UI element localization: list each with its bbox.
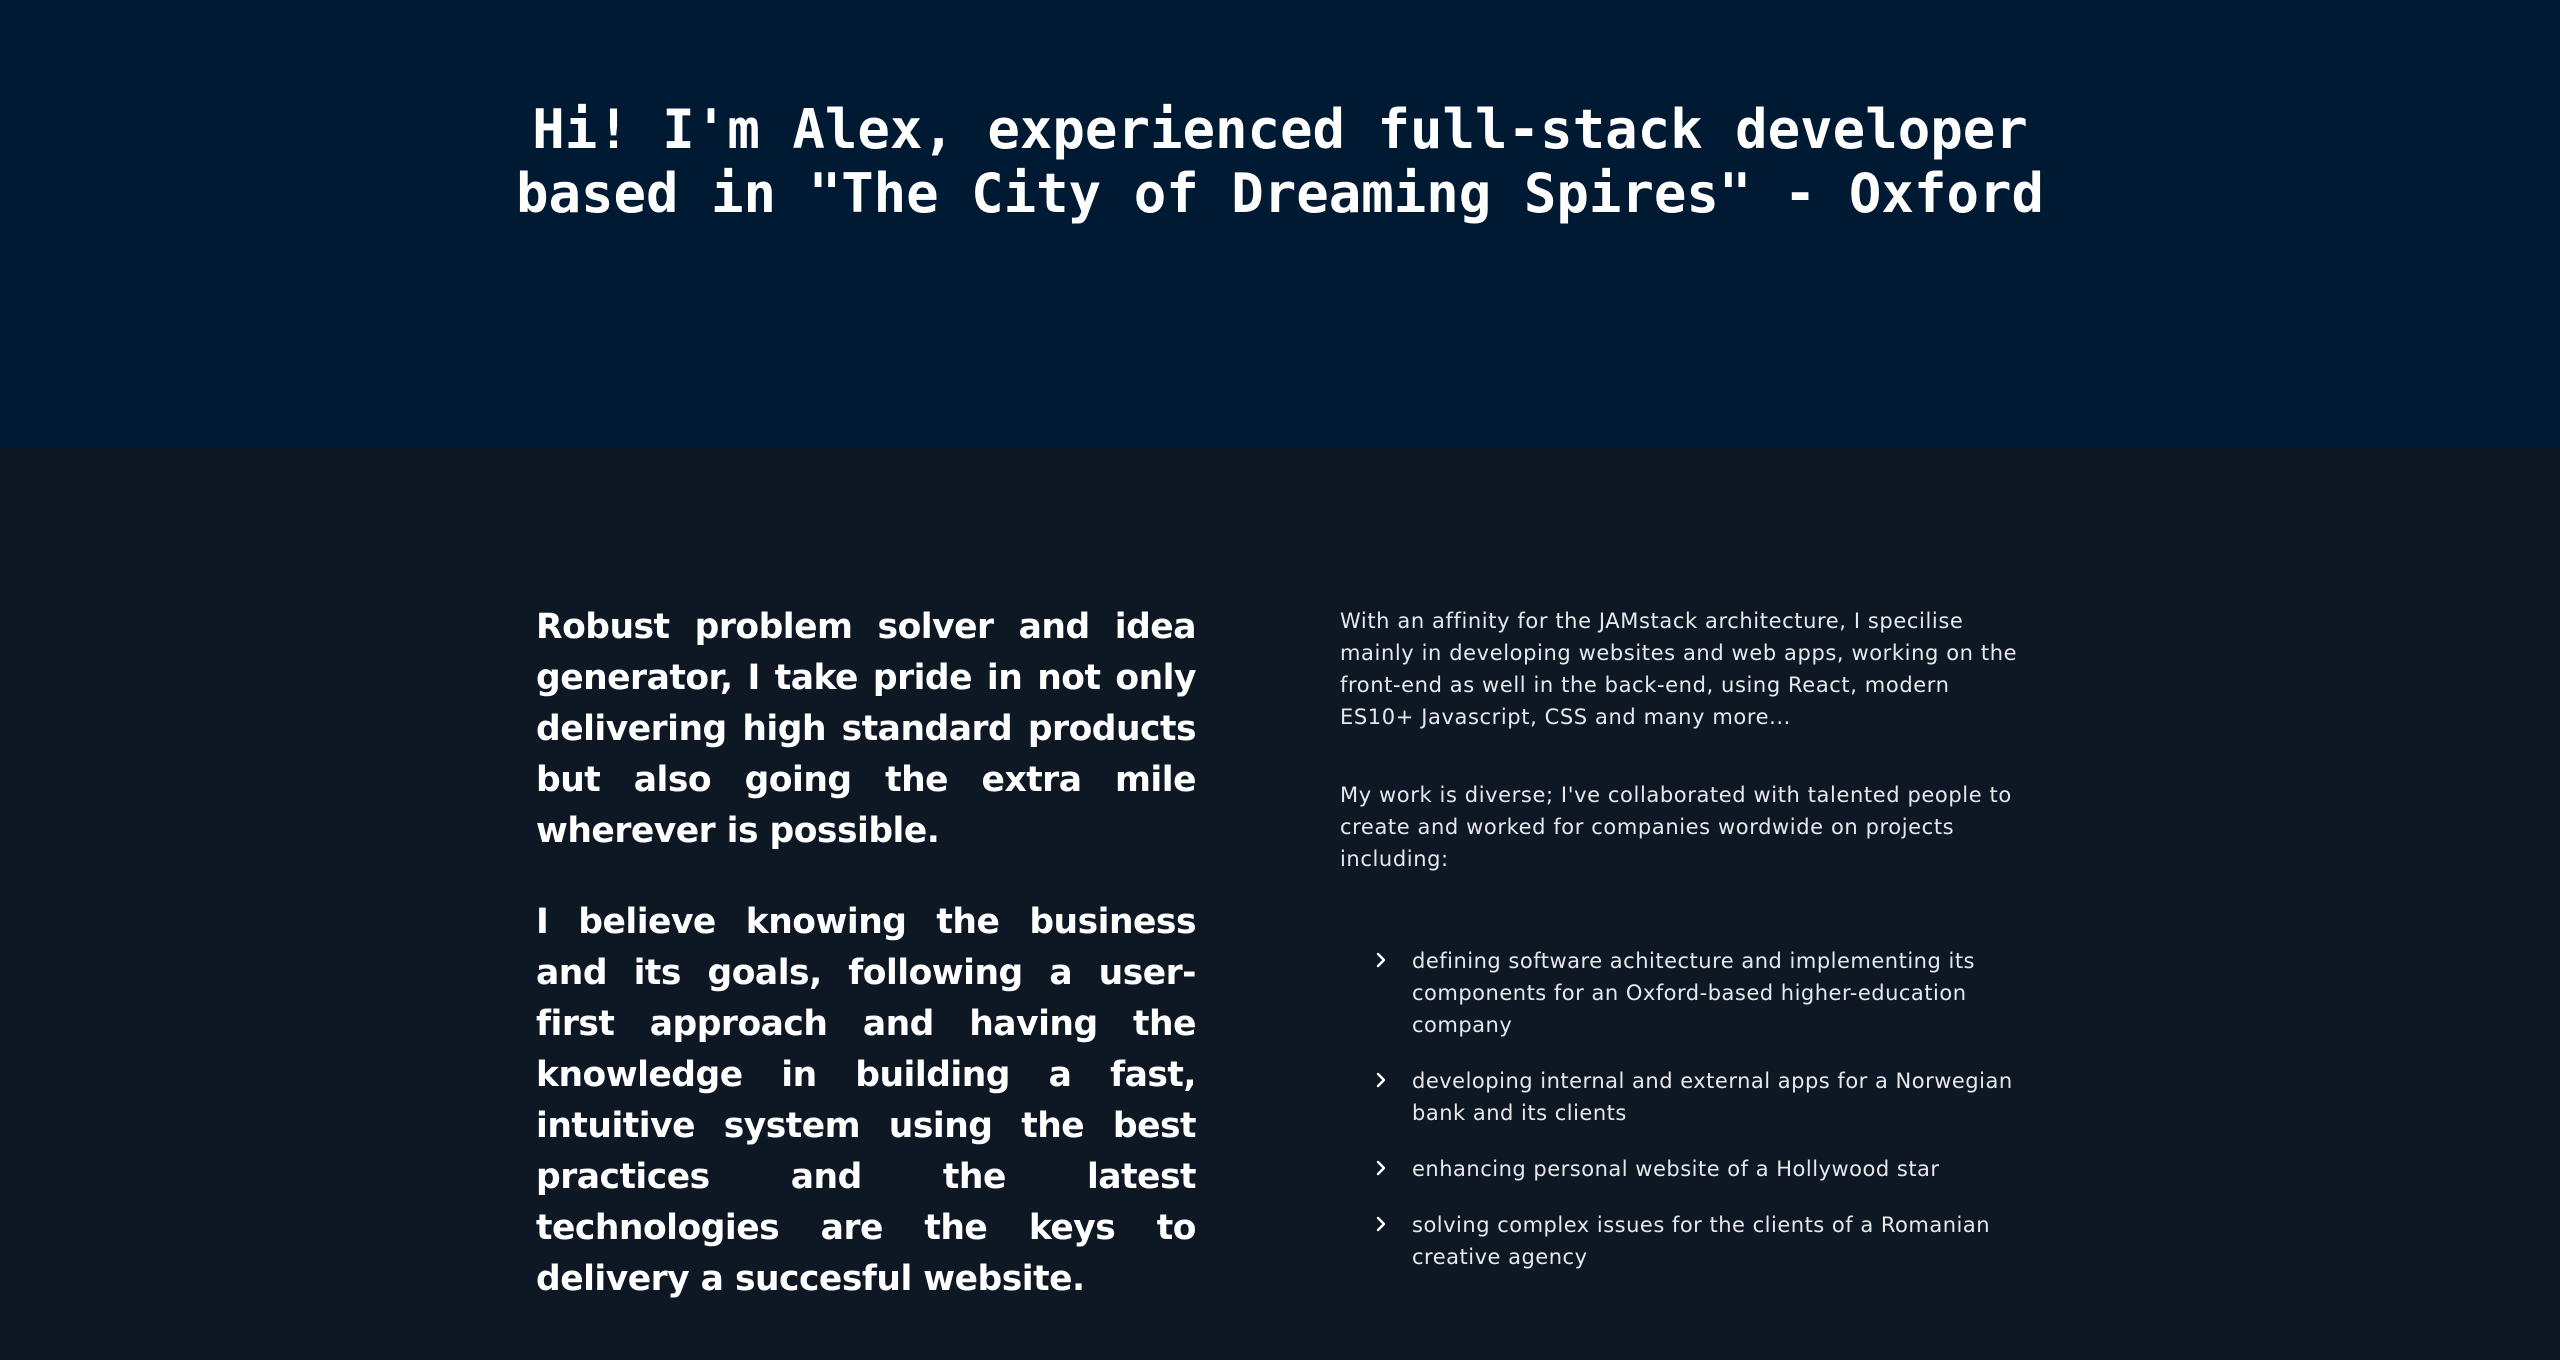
- chevron-right-icon: [1372, 951, 1390, 969]
- about-section: [0, 448, 2560, 1360]
- project-text: developing internal and external apps for a Norwegian bank and its clients: [1412, 1069, 2013, 1125]
- about-specialty-paragraph: With an affinity for the JAMstack architecture, I specilise mainly in developing websites and web apps, working on the front-end as well in the back-end, using React, modern ES10+ Javascript, CSS and many more...: [1340, 609, 2018, 729]
- about-right-column: [1340, 605, 2030, 1297]
- chevron-right-icon: [1372, 1215, 1390, 1233]
- project-text: solving complex issues for the clients of a Romanian creative agency: [1412, 1213, 1991, 1269]
- hero-section: [0, 0, 2560, 448]
- about-work-paragraph: My work is diverse; I've collaborated with talented people to create and worked for companies wordwide on projects including:: [1340, 783, 2012, 871]
- about-intro-paragraph: Robust problem solver and idea generator, I take pride in not only delivering high standard products but also going the extra mile wherever is possible.: [536, 607, 1196, 851]
- project-text: defining software achitecture and implementing its components for an Oxford-based higher-education company: [1412, 949, 1976, 1037]
- project-item: [1370, 1065, 2030, 1129]
- chevron-right-icon: [1372, 1159, 1390, 1177]
- project-text: enhancing personal website of a Hollywood star: [1412, 1157, 1940, 1181]
- chevron-right-icon: [1372, 1071, 1390, 1089]
- about-left-column: [536, 602, 1196, 1345]
- project-item: [1370, 1153, 2030, 1185]
- project-item: [1370, 1209, 2030, 1273]
- projects-list: [1340, 945, 2030, 1273]
- hero-title: Hi! I'm Alex, experienced full-stack developer based in "The City of Dreaming Spires" - Oxford: [515, 98, 2044, 225]
- about-belief-paragraph: I believe knowing the business and its goals, following a user-first approach and having the knowledge in building a fast, intuitive system using the best practices and the latest technologies are the keys to delivery a succesful website.: [536, 902, 1196, 1299]
- project-item: [1370, 945, 2030, 1041]
